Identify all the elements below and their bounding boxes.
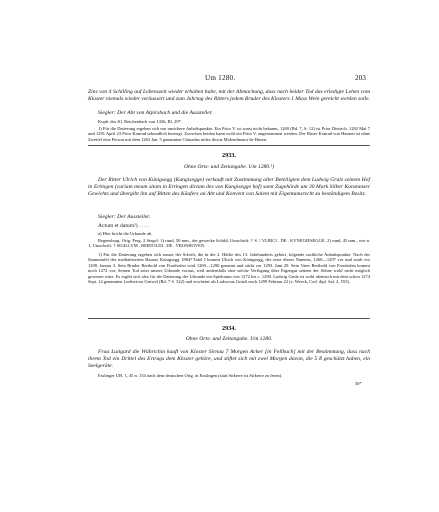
footnote: 1) Für die Datierung ergeben sich ausser der Schrift, die in die 2. Hälfte des 13. Jahrhunderts gehört, folgende sachliche Anhaltspunkte. Nach der Stammtafel des mediatisierten Hauses Königsegg 1884⁴ Tafel I kommt Ulrich von Königsegg, der erste dieses Namens, 1266—1297 vor und starb vor 1298. Januar 3. Sein Bruder Berthold von Fronhofen wird 1269—1290 genannt und stirbt vor 1293. Juni 29. Sein Vater Berthold von Fronhofen kommt noch 1272 vor. Seinen Tod setzt unsere Urkunde voraus, weil andernfalls eine solche Verfügung über Eigengut seitens der Söhne wohl nicht möglich gewesen wäre. Es ergibt sich also für die Datierung der Urkunde ein Spielraum von 1272 bis c. 1290. Ludwig Grulz ist wohl identisch mit dem schon 1274 Sept. 14 genannten Ludewicus Grüwel (Bd. 7 S. 322) und erscheint als Ludwicus Grüzli noch 1299 Februar 22 (v. Weech, Cod. dipl. Sal. 2, 553). [88, 252, 370, 285]
actum-line: Actum et datum²) . . . . [98, 223, 149, 229]
entry-number: 2933. [222, 152, 236, 159]
entry-abstract: Frau Luitgard die Wührichin kauft von Kloster Sirnau 7 Morgen Acker [in Fellbach] mit der Bestimmung, dass nach ihrem Tod ein Drittel des Ertrags dem Kloster gehöre, und stiftet sich mit zwei Morgen davon, die 5 ß geschätzt haben, ein Seelgeräte. [88, 349, 370, 370]
entry-dateline: Ohne Orts- und Zeitangabe. Um 1280.¹) [183, 164, 275, 170]
source-note: Regensburg. Orig. Perg. 2 Siegel: 1) rund, 50 mm., der gewecke Schild; Umschrift: † S. ⁝ VLRICI . DE . KVNEGIESEGGE. 2) rund, 45 mm., wie n. 1; Umschrift: † SIGILLVM . BERTOLDI . DE . VRONHOVEN. [88, 238, 370, 249]
continuation-text: Zins von 4 Schilling auf Lebenszeit wieder erhalten habe, mit der Abmachung, dass nach beider Tod das erledigte Lehen vom Kloster niemals wieder veräussert und zum Jahrtag des Ritters jedem Bruder des Klosters 1 Mass Wein gereicht werden solle. [88, 89, 370, 103]
sheet-signature: 30* [355, 381, 362, 386]
source-note: Esslinger UB. 1, 45 n. 154 nach dem deutschen Orig. in Esslingen (statt Sirkerre ist Sirkerre zu lesen). [98, 373, 283, 378]
source-note: Kopb. des Kl. Reichenbach von 1436, Bl. 29*. [98, 119, 182, 124]
seal-statement: Siegler: Der Aussteller. [98, 214, 151, 220]
seal-statement: Siegler: Der Abt von Alpirsbach und die Aussteller. [98, 110, 213, 116]
footnote: 1) Für die Datierung ergeben sich nur unsichere Anhaltspunkte. Ein Prior V. ist sonst nicht bekannt, 1269 (Bd. 7, S. 12) ist Prior Dietrich, 1282 Mai 7 und 1291 April 23 Prior Konrad urkundlich bezeugt. Zwischen beiden kann wohl ein Prior V. angenommen werden. Der Ritter Konrad von Hausen ist ohne Zweifel eine Person mit dem 1263 Jan. 5 genannten Cûnradus miles dictus Molendinator de Husen. [88, 126, 370, 142]
text-note: a) Hier bricht die Urkunde ab. [98, 231, 153, 236]
entry-dateline: Ohne Orts- und Zeitangabe. Um 1280. [185, 336, 273, 342]
page-number: 203 [355, 74, 366, 82]
entry-number: 2934. [222, 325, 236, 332]
entry-abstract: Der Ritter Ulrich von Künigsegg (Kungisegge) verkauft mit Zustimmung aller Beteiligten dem Ludwig Grulz seinem Hof in Ertingen (curiam meam sitam in Ertingen dictam des von Kungisegge hof) samt Zugehörde um 30 Mark Silber Konstanzer Gewichts und übergibt ihn auf Bitten des Käufers an Abt und Konvent von Salem mit Eigentumsrecht zu beständigem Besitz. [88, 177, 370, 198]
section-divider [88, 318, 370, 319]
section-divider [88, 145, 370, 146]
running-title: Um 1280. [205, 74, 236, 82]
